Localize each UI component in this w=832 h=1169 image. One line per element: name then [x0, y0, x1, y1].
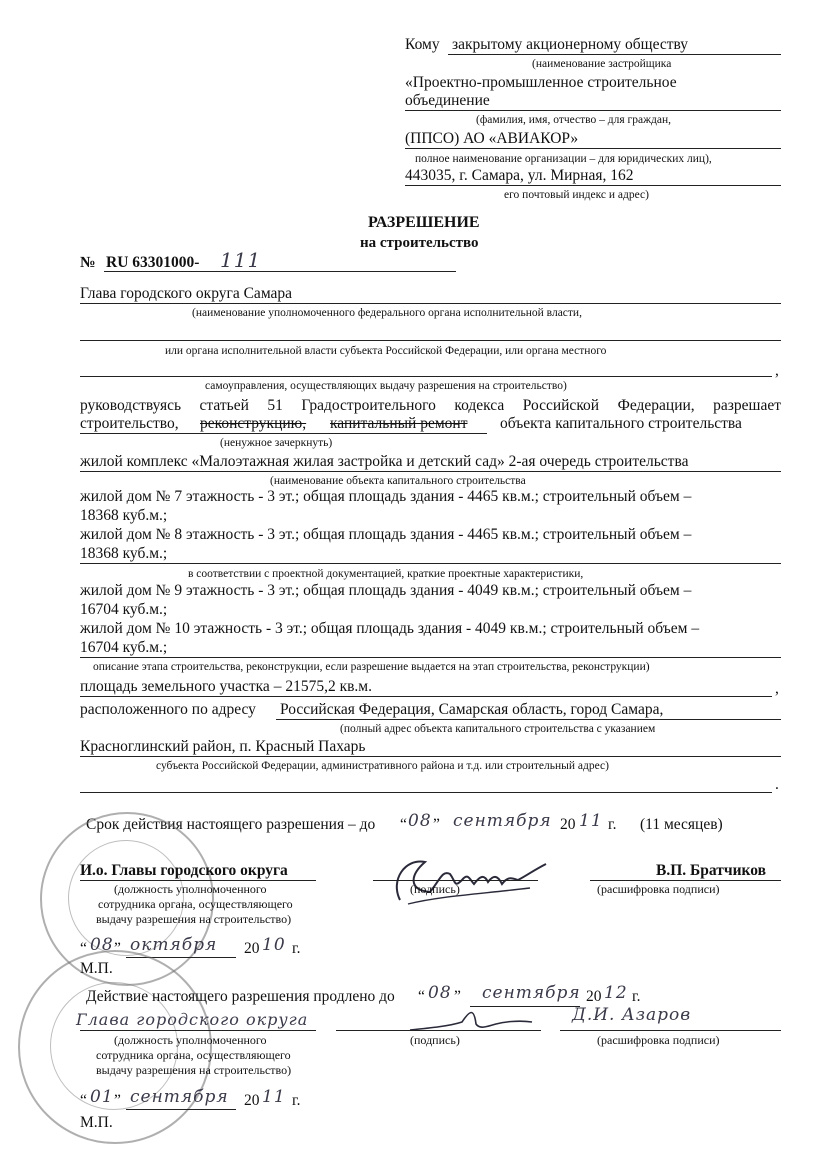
signer1-mp: М.П. [80, 960, 113, 977]
land-comma: , [775, 680, 779, 697]
extension-month: сентября [482, 983, 581, 1003]
extension-mp: М.П. [80, 1114, 113, 1131]
authority-note2: или органа исполнительной власти субъекта Российской Федерации, или органа местного [165, 345, 607, 357]
addressee-company-line4: (ППСО) АО «АВИАКОР» [405, 130, 579, 147]
extension-date-g: г. [292, 1092, 301, 1109]
extension-note-sign: (подпись) [410, 1033, 460, 1047]
extension-note-pos1: (должность уполномоченного [114, 1033, 267, 1047]
house8-line2: 18368 куб.м.; [80, 545, 168, 562]
signer1-note-pos1: (должность уполномоченного [114, 882, 267, 896]
addressee-company-line2: «Проектно-промышленное строительное [405, 74, 677, 91]
validity-day: 08 [408, 811, 432, 831]
underline [448, 54, 781, 55]
addressee-note3: полное наименование организации – для юридических лиц), [415, 153, 712, 165]
underline [405, 148, 781, 149]
body-word-repair: капитальный ремонт [330, 415, 468, 432]
addressee-komu: Кому [405, 36, 440, 53]
land-area: площадь земельного участка – 21575,2 кв.м. [80, 678, 372, 695]
underline [80, 657, 781, 658]
extension-date-year: 11 [262, 1087, 286, 1107]
extension-quote-open: “ [418, 988, 425, 1005]
extension-note-name: (расшифровка подписи) [597, 1033, 720, 1047]
body-note-stage: описание этапа строительства, реконструкции, если разрешение выдается на этап строительства, реконструкции) [93, 661, 650, 673]
permit-number: RU 63301000- [106, 254, 200, 271]
body-word-recon: реконструкцию, [200, 415, 307, 432]
extension-date-quote-open: “ [80, 1092, 87, 1109]
underline [126, 1109, 236, 1110]
extension-note-pos3: выдачу разрешения на строительство) [96, 1063, 292, 1077]
validity-month: сентября [453, 811, 552, 831]
underline [80, 433, 487, 434]
underline [80, 792, 772, 793]
underline [560, 1030, 781, 1031]
addressee-note2: (фамилия, имя, отчество – для граждан, [476, 114, 672, 126]
address-dot: . [775, 776, 779, 793]
document-subtitle: на строительство [360, 235, 479, 251]
extension-position: Глава городского округа [76, 1010, 309, 1029]
permit-number-handwritten: 111 [220, 248, 262, 272]
underline [405, 185, 781, 186]
address-note1: (полный адрес объекта капитального строительства с указанием [340, 723, 656, 735]
extension-text: Действие настоящего разрешения продлено до [86, 988, 395, 1005]
authority-note1: (наименование уполномоченного федерального органа исполнительной власти, [192, 307, 582, 319]
underline [80, 696, 772, 697]
underline [80, 756, 781, 757]
house7-line2: 18368 куб.м.; [80, 507, 168, 524]
addressee-company-line3: объединение [405, 92, 490, 109]
authority-comma: , [775, 362, 779, 379]
house9-line1: жилой дом № 9 этажность - 3 эт.; общая площадь здания - 4049 кв.м.; строительный объем – [80, 582, 692, 599]
address-line1: Российская Федерация, Самарская область, город Самара, [280, 701, 664, 718]
underline [80, 471, 781, 472]
underline [336, 1030, 541, 1031]
signer1-note-pos3: выдачу разрешения на строительство) [96, 912, 292, 926]
house10-line2: 16704 куб.м.; [80, 639, 168, 656]
extension-year-prefix: 20 [586, 988, 602, 1005]
signer1-note-sign: (подпись) [410, 882, 460, 896]
addressee-company-line1: закрытому акционерному обществу [452, 36, 689, 53]
authority-name: Глава городского округа Самара [80, 285, 293, 302]
signer1-date-year: 10 [262, 935, 286, 955]
signer1-date-year-prefix: 20 [244, 940, 260, 957]
underline [80, 1030, 316, 1031]
extension-year: 12 [604, 983, 628, 1003]
underline [80, 880, 316, 881]
document-title: РАЗРЕШЕНИЕ [368, 214, 480, 231]
underline [590, 880, 781, 881]
underline [405, 110, 781, 111]
signer1-date-quote-open: “ [80, 940, 87, 957]
signer1-name: В.П. Братчиков [656, 862, 766, 879]
extension-date-year-prefix: 20 [244, 1092, 260, 1109]
signer1-date-day: 08 [90, 935, 114, 955]
signer1-date-quote-close: ” [114, 940, 121, 957]
located-label: расположенного по адресу [80, 701, 256, 718]
body-line1: руководствуясь статьей 51 Градостроительного кодекса Российской Федерации, разрешает [80, 397, 781, 414]
body-note-object: (наименование объекта капитального строительства [270, 475, 526, 487]
body-note-cross: (ненужное зачеркнуть) [220, 437, 333, 449]
extension-day: 08 [428, 983, 452, 1003]
address-note2: субъекта Российской Федерации, административного района и т.д. или строительный адрес) [156, 760, 609, 772]
extension-date-quote-close: ” [114, 1092, 121, 1109]
underline [80, 303, 781, 304]
extension-note-pos2: сотрудника органа, осуществляющего [96, 1048, 291, 1062]
signer1-note-pos2: сотрудника органа, осуществляющего [98, 897, 293, 911]
underline [80, 376, 772, 377]
body-note-project: в соответствии с проектной документацией, краткие проектные характеристики, [188, 568, 584, 580]
underline [104, 271, 456, 272]
addressee-note4: его почтовый индекс и адрес) [504, 189, 649, 201]
underline [276, 719, 781, 720]
validity-g: г. [608, 816, 617, 833]
body-line2-end: объекта капитального строительства [500, 415, 742, 432]
extension-g: г. [632, 988, 641, 1005]
underline [80, 563, 781, 564]
permit-number-sign: № [80, 254, 96, 271]
validity-quote-open: “ [400, 816, 407, 833]
address-line2: Красноглинский район, п. Красный Пахарь [80, 738, 366, 755]
signer1-position: И.о. Главы городского округа [80, 862, 288, 879]
house8-line1: жилой дом № 8 этажность - 3 эт.; общая площадь здания - 4465 кв.м.; строительный объем – [80, 526, 692, 543]
house9-line2: 16704 куб.м.; [80, 601, 168, 618]
signer1-note-name: (расшифровка подписи) [597, 882, 720, 896]
body-object: жилой комплекс «Малоэтажная жилая застройка и детский сад» 2-ая очередь строительства [80, 453, 689, 470]
validity-quote-close: ” [433, 816, 440, 833]
validity-text: Срок действия настоящего разрешения – до [86, 816, 376, 833]
underline [80, 340, 781, 341]
addressee-address: 443035, г. Самара, ул. Мирная, 162 [405, 167, 634, 184]
house10-line1: жилой дом № 10 этажность - 3 эт.; общая площадь здания - 4049 кв.м.; строительный объем – [80, 620, 700, 637]
underline [373, 880, 538, 881]
validity-months: (11 месяцев) [640, 816, 723, 833]
body-word-build: строительство, [80, 415, 179, 432]
addressee-note1: (наименование застройщика [532, 58, 672, 70]
authority-note3: самоуправления, осуществляющих выдачу разрешения на строительство) [205, 380, 567, 392]
signer1-date-g: г. [292, 940, 301, 957]
extension-name: Д.И. Азаров [572, 1005, 692, 1025]
extension-quote-close: ” [454, 988, 461, 1005]
validity-year: 11 [579, 811, 603, 831]
signer1-date-month: октября [130, 935, 218, 955]
extension-date-day: 01 [90, 1087, 114, 1107]
house7-line1: жилой дом № 7 этажность - 3 эт.; общая площадь здания - 4465 кв.м.; строительный объем – [80, 488, 692, 505]
validity-year-prefix: 20 [560, 816, 576, 833]
extension-date-month: сентября [130, 1087, 229, 1107]
